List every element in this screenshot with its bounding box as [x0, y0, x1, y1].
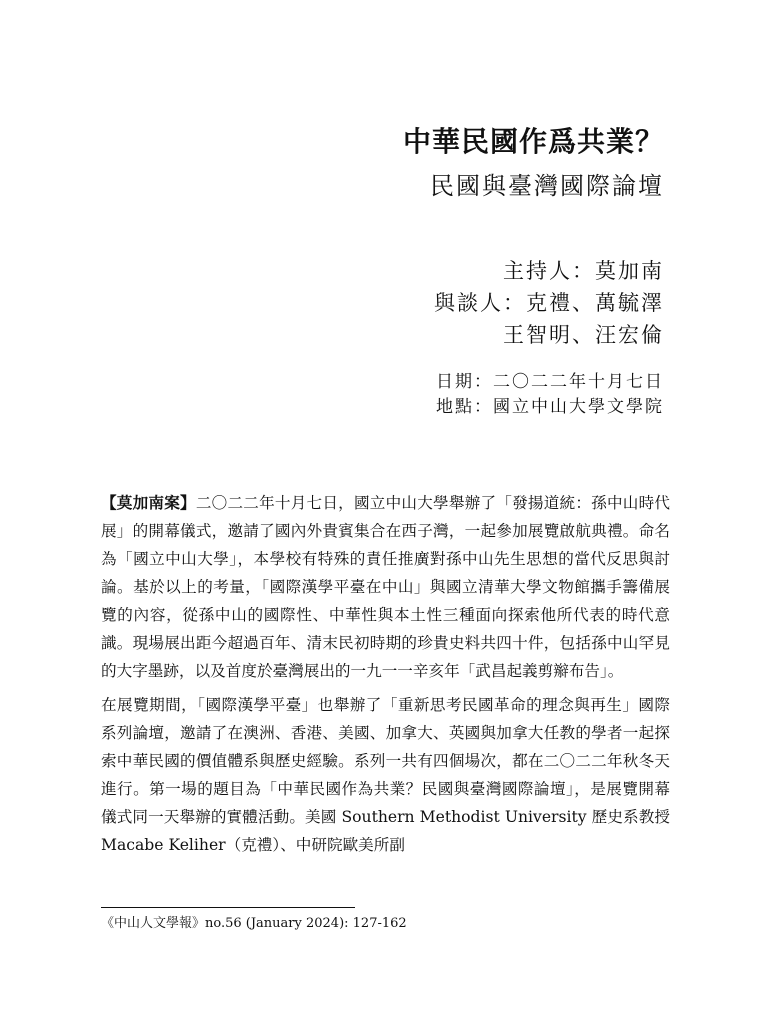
body-paragraph-1 [101, 489, 670, 685]
participants-block [434, 255, 664, 351]
discussants-line-1: 與談人：克禮、萬毓澤 [434, 291, 664, 315]
host-line: 主持人：莫加南 [503, 259, 664, 283]
event-date: 日期：二〇二二年十月七日 [436, 372, 664, 392]
body-paragraph-2: 在展覽期間，「國際漢學平臺」也舉辦了「重新思考民國革命的理念與再生」國際系列論壇，邀請了在澳洲、香港、美國、加拿大、英國與加拿大任教的學者一起探索中華民國的價值體系與歷史經驗。系列一共有四個場次，都在二〇二二年秋冬天進行。第一場的題目為「中華民國作為共業？民國與臺灣國際論壇」，是展覽開幕儀式同一天舉辦的實體活動。美國 Southern Methodist University 歷史系教授 Macabe Keliher（克禮）、中研院歐美所副 [101, 696, 670, 854]
footnote-divider [101, 907, 355, 908]
paragraph-1-text: 二〇二二年十月七日，國立中山大學舉辦了「發揚道統：孫中山時代展」的開幕儀式，邀請了國內外貴賓集合在西子灣，一起參加展覽啟航典禮。命名為「國立中山大學」，本學校有特殊的責任推廣對孫中山先生思想的當代反思與討論。基於以上的考量，「國際漢學平臺在中山」與國立清華大學文物館攜手籌備展覽的內容，從孫中山的國際性、中華性與本土性三種面向探索他所代表的時代意識。現場展出距今超過百年、清末民初時期的珍貴史料共四十件，包括孫中山罕見的大字墨跡，以及首度於臺灣展出的一九一一辛亥年「武昌起義剪辮布告」。 [101, 494, 670, 680]
body-text [101, 489, 670, 859]
speaker-label: 【莫加南案】 [101, 493, 196, 512]
article-subtitle: 民國與臺灣國際論壇 [430, 172, 664, 200]
journal-footnote: 《中山人文學報》no.56 (January 2024): 127-162 [101, 916, 407, 931]
event-meta [436, 370, 664, 420]
discussants-line-2: 王智明、汪宏倫 [503, 323, 664, 347]
article-title: 中華民國作爲共業？ [402, 125, 664, 158]
event-location: 地點：國立中山大學文學院 [436, 397, 664, 417]
title-block [403, 122, 664, 204]
